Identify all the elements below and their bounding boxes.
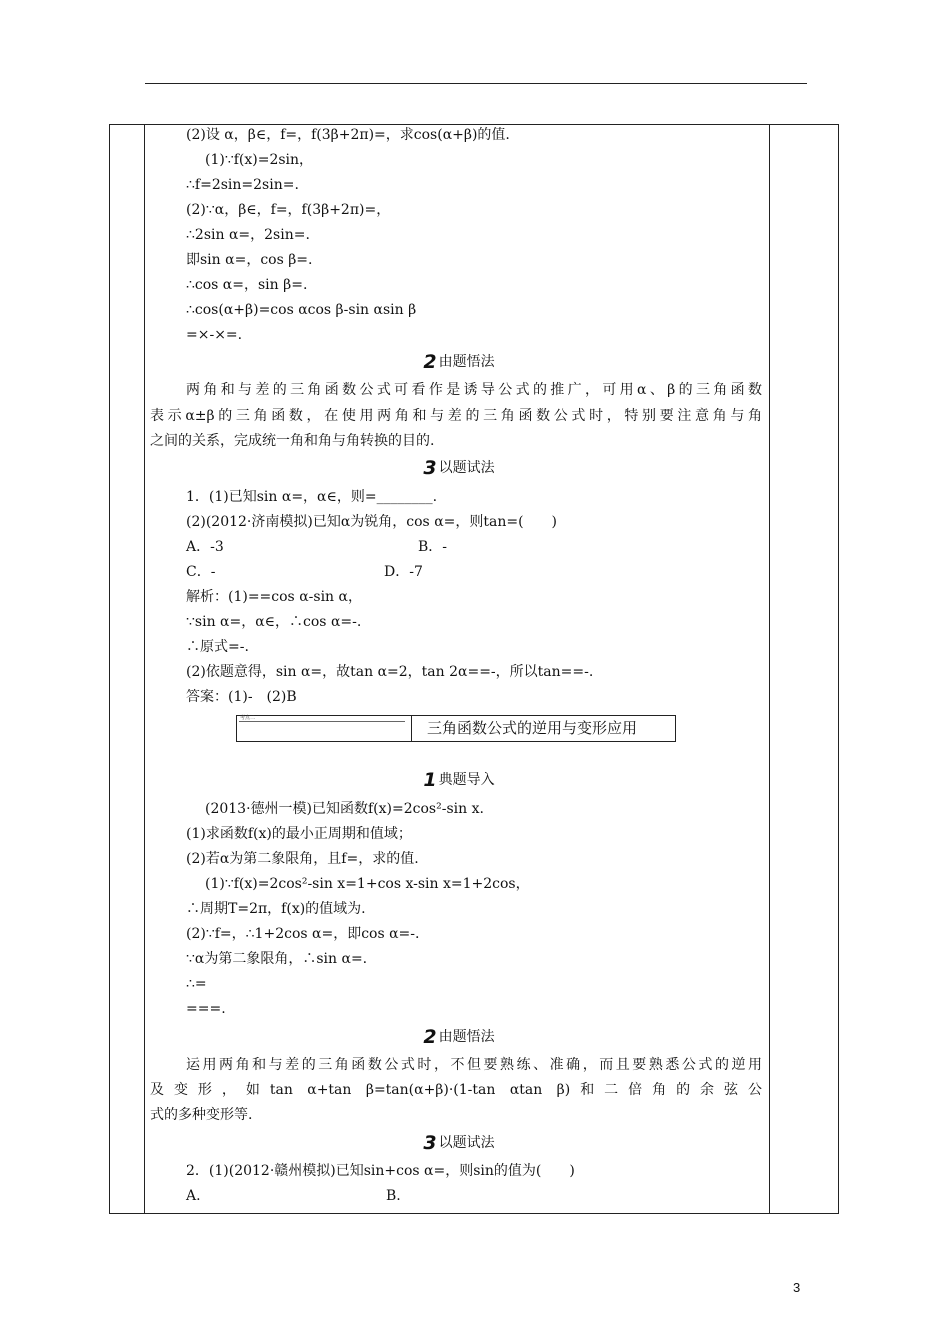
topic-tag: 考点二 <box>240 715 256 721</box>
paragraph-line: 运用两角和与差的三角函数公式时，不但要熟练、准确，而且要熟悉公式的逆用 <box>186 1057 762 1073</box>
text-line: (1)求函数f(x)的最小正周期和值域； <box>186 826 412 842</box>
heading-label: 以题试法 <box>438 460 495 476</box>
text-line: ∴= <box>186 976 207 992</box>
header-rule <box>145 83 807 84</box>
text-line: ∴f=2sin=2sin=. <box>186 177 299 193</box>
section-heading <box>150 771 768 789</box>
paragraph-line: 式的多种变形等. <box>150 1107 253 1123</box>
section-heading <box>150 459 768 477</box>
option-b: B．- <box>418 539 448 555</box>
text-line: (2013·德州一模)已知函数f(x)=2cos²-sin x. <box>205 801 484 817</box>
heading-label: 由题悟法 <box>438 1029 495 1045</box>
text-line: (1)∵f(x)=2cos²-sin x=1+cos x-sin x=1+2cos， <box>205 876 530 892</box>
heading-number: 3 <box>423 457 437 479</box>
text-line: (2)∵α，β∈，f=，f(3β+2π)=， <box>186 202 391 218</box>
left-column-divider <box>144 124 145 1214</box>
paragraph-line: 及变形，如tan α+tan β=tan(α+β)·(1-tan αtan β)和二倍角的余弦公 <box>150 1082 762 1098</box>
section-heading <box>150 353 768 371</box>
option-d: D．-7 <box>384 564 423 580</box>
section-heading <box>150 1028 768 1046</box>
text-line: ∴2sin α=，2sin=. <box>186 227 310 243</box>
option-c: C．- <box>186 564 216 580</box>
answer-line: 答案：(1)- (2)B <box>186 689 297 705</box>
text-line: ∴周期T=2π，f(x)的值域为. <box>186 901 366 917</box>
right-column-divider <box>769 124 770 1214</box>
text-line: (1)∵f(x)=2sin， <box>205 152 314 168</box>
heading-number: 3 <box>423 1132 437 1154</box>
section-heading <box>150 1134 768 1152</box>
heading-label: 由题悟法 <box>438 354 495 370</box>
topic-tag-rule <box>239 721 405 722</box>
question-line: 1．(1)已知sin α=，α∈，则=________. <box>186 489 438 505</box>
text-line: (2)∵f=，∴1+2cos α=，即cos α=-. <box>186 926 420 942</box>
text-line: ===. <box>186 1001 226 1017</box>
text-line: ∴cos(α+β)=cos αcos β-sin αsin β <box>186 302 417 318</box>
text-line: (2)设 α，β∈，f=，f(3β+2π)=，求cos(α+β)的值. <box>186 127 510 143</box>
heading-label: 以题试法 <box>438 1135 495 1151</box>
text-line: ∴cos α=，sin β=. <box>186 277 308 293</box>
topic-title: 三角函数公式的逆用与变形应用 <box>427 719 638 737</box>
question-line: (2)(2012·济南模拟)已知α为锐角，cos α=，则tan=( ) <box>186 514 558 530</box>
option-b: B. <box>386 1188 401 1204</box>
option-a: A．-3 <box>186 539 224 555</box>
heading-number: 2 <box>423 1026 437 1048</box>
heading-label: 典题导入 <box>438 772 495 788</box>
paragraph-line: 表示α±β的三角函数，在使用两角和与差的三角函数公式时，特别要注意角与角 <box>150 408 762 424</box>
option-a: A. <box>186 1188 201 1204</box>
solution-line: (2)依题意得，sin α=，故tan α=2，tan 2α==-，所以tan==-. <box>186 664 594 680</box>
question-line: 2．(1)(2012·赣州模拟)已知sin+cos α=，则sin的值为( ) <box>186 1163 575 1179</box>
heading-number: 2 <box>423 351 437 373</box>
page-number: 3 <box>793 1280 801 1295</box>
solution-line: 解析：(1)==cos α-sin α， <box>186 589 362 605</box>
text-line: ∵α为第二象限角，∴sin α=. <box>186 951 368 967</box>
text-line: (2)若α为第二象限角，且f=，求的值. <box>186 851 419 867</box>
text-line: 即sin α=，cos β=. <box>186 252 313 268</box>
topic-tag-cell <box>237 716 412 741</box>
topic-banner <box>236 715 676 742</box>
paragraph-line: 之间的关系，完成统一角和角与角转换的目的. <box>150 433 435 449</box>
heading-number: 1 <box>423 769 437 791</box>
solution-line: ∴原式=-. <box>186 639 249 655</box>
text-line: =×-×=. <box>186 327 243 343</box>
solution-line: ∵sin α=，α∈，∴cos α=-. <box>186 614 362 630</box>
paragraph-line: 两角和与差的三角函数公式可看作是诱导公式的推广，可用α、β的三角函数 <box>186 382 762 398</box>
